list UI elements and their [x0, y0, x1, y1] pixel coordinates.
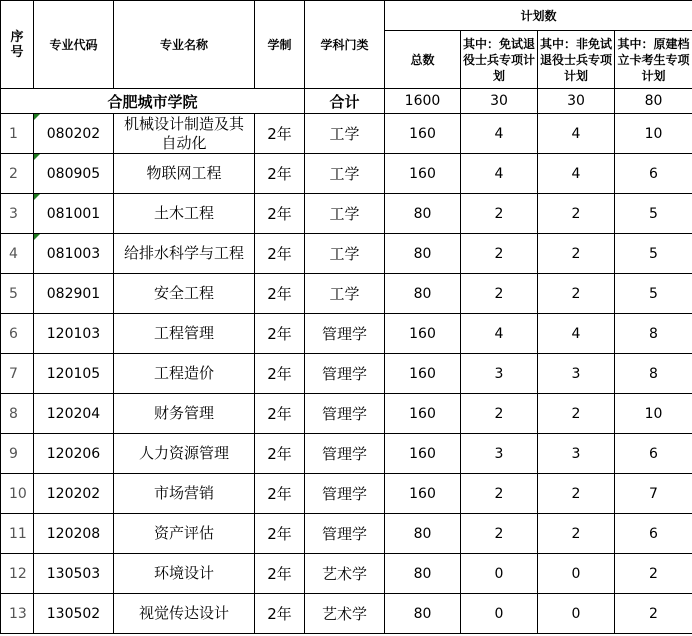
row-duration: 2年 [255, 554, 305, 594]
row-sub3: 8 [615, 354, 692, 394]
summary-sub3: 80 [615, 89, 692, 114]
college-name: 合肥城市学院 [1, 89, 305, 114]
row-name: 资产评估 [114, 514, 255, 554]
row-total: 160 [385, 154, 461, 194]
row-seq: 5 [1, 274, 34, 314]
row-code: 120103 [34, 314, 114, 354]
row-sub3: 5 [615, 194, 692, 234]
row-total: 80 [385, 194, 461, 234]
row-seq: 1 [1, 114, 34, 154]
row-total: 160 [385, 354, 461, 394]
table-row [1, 154, 692, 194]
row-sub2: 0 [538, 594, 615, 634]
row-sub2: 3 [538, 354, 615, 394]
row-sub1: 0 [461, 594, 538, 634]
row-sub1: 2 [461, 474, 538, 514]
row-name: 物联网工程 [114, 154, 255, 194]
row-seq: 2 [1, 154, 34, 194]
table-row [1, 234, 692, 274]
table-row [1, 514, 692, 554]
row-discipline: 工学 [305, 154, 385, 194]
row-seq: 8 [1, 394, 34, 434]
header-name: 专业名称 [114, 1, 255, 89]
row-total: 80 [385, 514, 461, 554]
row-code: 081001 [34, 194, 114, 234]
header-code: 专业代码 [34, 1, 114, 89]
row-discipline: 管理学 [305, 394, 385, 434]
row-total: 80 [385, 554, 461, 594]
row-code: 130503 [34, 554, 114, 594]
header-sub1: 其中：免试退役士兵专项计划 [461, 31, 538, 89]
row-sub2: 2 [538, 234, 615, 274]
row-sub3: 2 [615, 554, 692, 594]
row-name: 机械设计制造及其自动化 [114, 114, 255, 154]
row-discipline: 工学 [305, 194, 385, 234]
row-name: 视觉传达设计 [114, 594, 255, 634]
row-name: 财务管理 [114, 394, 255, 434]
row-discipline: 工学 [305, 114, 385, 154]
row-sub2: 4 [538, 114, 615, 154]
row-sub1: 2 [461, 194, 538, 234]
table-row [1, 274, 692, 314]
row-code: 120105 [34, 354, 114, 394]
row-sub3: 5 [615, 274, 692, 314]
row-code: 080905 [34, 154, 114, 194]
row-code: 082901 [34, 274, 114, 314]
row-name: 工程管理 [114, 314, 255, 354]
table-row [1, 474, 692, 514]
row-name: 人力资源管理 [114, 434, 255, 474]
row-sub3: 10 [615, 394, 692, 434]
summary-row [1, 89, 692, 114]
row-discipline: 工学 [305, 234, 385, 274]
row-seq: 6 [1, 314, 34, 354]
row-seq: 7 [1, 354, 34, 394]
row-name: 环境设计 [114, 554, 255, 594]
row-sub2: 2 [538, 474, 615, 514]
table-row [1, 194, 692, 234]
row-duration: 2年 [255, 514, 305, 554]
row-sub2: 0 [538, 554, 615, 594]
row-discipline: 艺术学 [305, 554, 385, 594]
row-seq: 11 [1, 514, 34, 554]
row-code: 081003 [34, 234, 114, 274]
row-name: 工程造价 [114, 354, 255, 394]
row-total: 80 [385, 594, 461, 634]
row-sub1: 2 [461, 394, 538, 434]
row-duration: 2年 [255, 394, 305, 434]
header-sub3: 其中：原建档立卡考生专项计划 [615, 31, 692, 89]
row-duration: 2年 [255, 234, 305, 274]
summary-label: 合计 [305, 89, 385, 114]
row-discipline: 管理学 [305, 514, 385, 554]
row-sub3: 8 [615, 314, 692, 354]
row-sub1: 3 [461, 354, 538, 394]
row-sub1: 2 [461, 274, 538, 314]
row-code: 120204 [34, 394, 114, 434]
row-discipline: 管理学 [305, 354, 385, 394]
row-seq: 10 [1, 474, 34, 514]
row-duration: 2年 [255, 314, 305, 354]
row-code: 120202 [34, 474, 114, 514]
row-total: 160 [385, 474, 461, 514]
row-total: 160 [385, 114, 461, 154]
row-seq: 4 [1, 234, 34, 274]
row-sub2: 2 [538, 394, 615, 434]
row-sub1: 0 [461, 554, 538, 594]
row-sub1: 3 [461, 434, 538, 474]
row-total: 160 [385, 394, 461, 434]
row-discipline: 工学 [305, 274, 385, 314]
table-row [1, 394, 692, 434]
header-seq: 序 号 [1, 1, 34, 89]
row-duration: 2年 [255, 434, 305, 474]
row-total: 160 [385, 314, 461, 354]
row-sub3: 6 [615, 434, 692, 474]
row-discipline: 管理学 [305, 314, 385, 354]
row-seq: 12 [1, 554, 34, 594]
table-row [1, 114, 692, 154]
table-row [1, 314, 692, 354]
row-sub1: 4 [461, 114, 538, 154]
row-sub3: 6 [615, 154, 692, 194]
header-duration: 学制 [255, 1, 305, 89]
row-total: 80 [385, 234, 461, 274]
summary-sub2: 30 [538, 89, 615, 114]
summary-sub1: 30 [461, 89, 538, 114]
row-name: 安全工程 [114, 274, 255, 314]
table-row [1, 554, 692, 594]
row-sub1: 2 [461, 234, 538, 274]
row-name: 市场营销 [114, 474, 255, 514]
row-total: 80 [385, 274, 461, 314]
row-discipline: 艺术学 [305, 594, 385, 634]
header-sub2: 其中：非免试退役士兵专项计划 [538, 31, 615, 89]
row-sub2: 3 [538, 434, 615, 474]
row-sub3: 7 [615, 474, 692, 514]
row-code: 120208 [34, 514, 114, 554]
row-seq: 13 [1, 594, 34, 634]
row-duration: 2年 [255, 154, 305, 194]
row-sub1: 4 [461, 154, 538, 194]
row-code: 080202 [34, 114, 114, 154]
row-discipline: 管理学 [305, 434, 385, 474]
table-row [1, 594, 692, 634]
row-name: 给排水科学与工程 [114, 234, 255, 274]
row-duration: 2年 [255, 474, 305, 514]
row-sub2: 2 [538, 194, 615, 234]
summary-total: 1600 [385, 89, 461, 114]
table-row [1, 354, 692, 394]
row-seq: 9 [1, 434, 34, 474]
row-sub3: 6 [615, 514, 692, 554]
row-discipline: 管理学 [305, 474, 385, 514]
row-duration: 2年 [255, 274, 305, 314]
row-seq: 3 [1, 194, 34, 234]
row-sub1: 4 [461, 314, 538, 354]
row-duration: 2年 [255, 194, 305, 234]
row-duration: 2年 [255, 114, 305, 154]
table-row [1, 434, 692, 474]
row-sub2: 4 [538, 154, 615, 194]
header-discipline: 学科门类 [305, 1, 385, 89]
row-sub2: 4 [538, 314, 615, 354]
row-code: 130502 [34, 594, 114, 634]
row-duration: 2年 [255, 594, 305, 634]
row-sub3: 5 [615, 234, 692, 274]
header-total: 总数 [385, 31, 461, 89]
row-code: 120206 [34, 434, 114, 474]
row-duration: 2年 [255, 354, 305, 394]
row-total: 160 [385, 434, 461, 474]
row-sub2: 2 [538, 514, 615, 554]
row-sub3: 10 [615, 114, 692, 154]
row-sub1: 2 [461, 514, 538, 554]
row-sub3: 2 [615, 594, 692, 634]
row-name: 土木工程 [114, 194, 255, 234]
header-plan: 计划数 [385, 1, 692, 31]
row-sub2: 2 [538, 274, 615, 314]
